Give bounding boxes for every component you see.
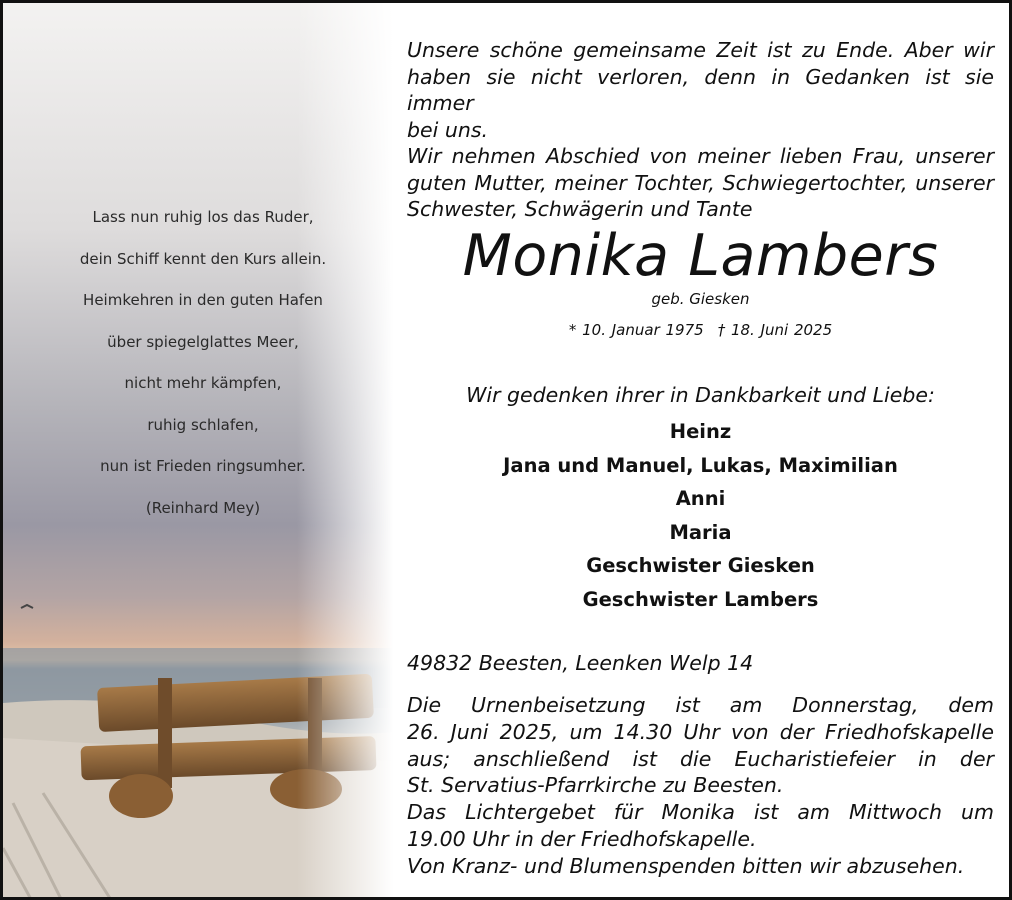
mourners-list [407, 415, 994, 616]
mourner: Geschwister Lambers [582, 587, 819, 611]
life-dates [407, 321, 994, 339]
poem-author: (Reinhard Mey) [145, 498, 261, 517]
poem-line: nicht mehr kämpfen, [124, 374, 282, 392]
burial-line: Von Kranz- und Blumenspenden bitten wir abzusehen. [407, 853, 965, 878]
intro-line: Schwester, Schwägerin und Tante [407, 197, 753, 221]
mourner: Anni [675, 487, 726, 510]
intro-line: haben sie nicht verloren, denn in Gedanken ist sie immer [407, 64, 994, 115]
burial-line: Das Lichtergebet für Monika ist am Mittwoch um [407, 800, 994, 825]
birth-name: geb. Giesken [651, 290, 750, 308]
burial-line: Die Urnenbeisetzung ist am Donnerstag, dem [407, 693, 994, 717]
burial-line: aus; anschließend ist die Eucharistiefeier in der [407, 746, 994, 771]
mourner: Heinz [669, 420, 732, 443]
poem-line: nun ist Frieden ringsumher. [100, 457, 306, 475]
mourner: Jana und Manuel, Lukas, Maximilian [503, 453, 898, 477]
death-date: † 18. Juni 2025 [717, 321, 833, 339]
intro-line: guten Mutter, meiner Tochter, Schwiegertochter, unserer [407, 170, 994, 195]
poem-line: über spiegelglattes Meer, [107, 332, 299, 351]
birth-date: * 10. Januar 1975 [568, 321, 704, 339]
intro-line: bei uns. [407, 117, 489, 142]
poem-line: Heimkehren in den guten Hafen [83, 291, 323, 309]
poem-line: Lass nun ruhig los das Ruder, [92, 208, 314, 226]
family-address: 49832 Beesten, Leenken Welp 14 [407, 651, 754, 675]
burial-line: 19.00 Uhr in der Friedhofskapelle. [407, 826, 757, 851]
intro-line: Unsere schöne gemeinsame Zeit ist zu Ende. Aber wir [407, 38, 994, 62]
poem-line: ruhig schlafen, [147, 415, 259, 434]
intro-line: Wir nehmen Abschied von meiner lieben Frau, unserer [407, 144, 994, 168]
deceased-name: Monika Lambers [462, 223, 939, 289]
mourner: Geschwister Giesken [586, 554, 815, 577]
mourner: Maria [669, 520, 732, 544]
remembrance-line: Wir gedenken ihrer in Dankbarkeit und Liebe: [466, 383, 935, 407]
intro-text [407, 37, 994, 223]
burial-line: St. Servatius-Pfarrkirche zu Beesten. [407, 773, 784, 798]
burial-line: 26. Juni 2025, um 14.30 Uhr von der Friedhofskapelle [407, 719, 994, 744]
poem-line: dein Schiff kennt den Kurs allein. [79, 249, 327, 268]
poem [13, 197, 393, 529]
burial-info [407, 692, 994, 880]
